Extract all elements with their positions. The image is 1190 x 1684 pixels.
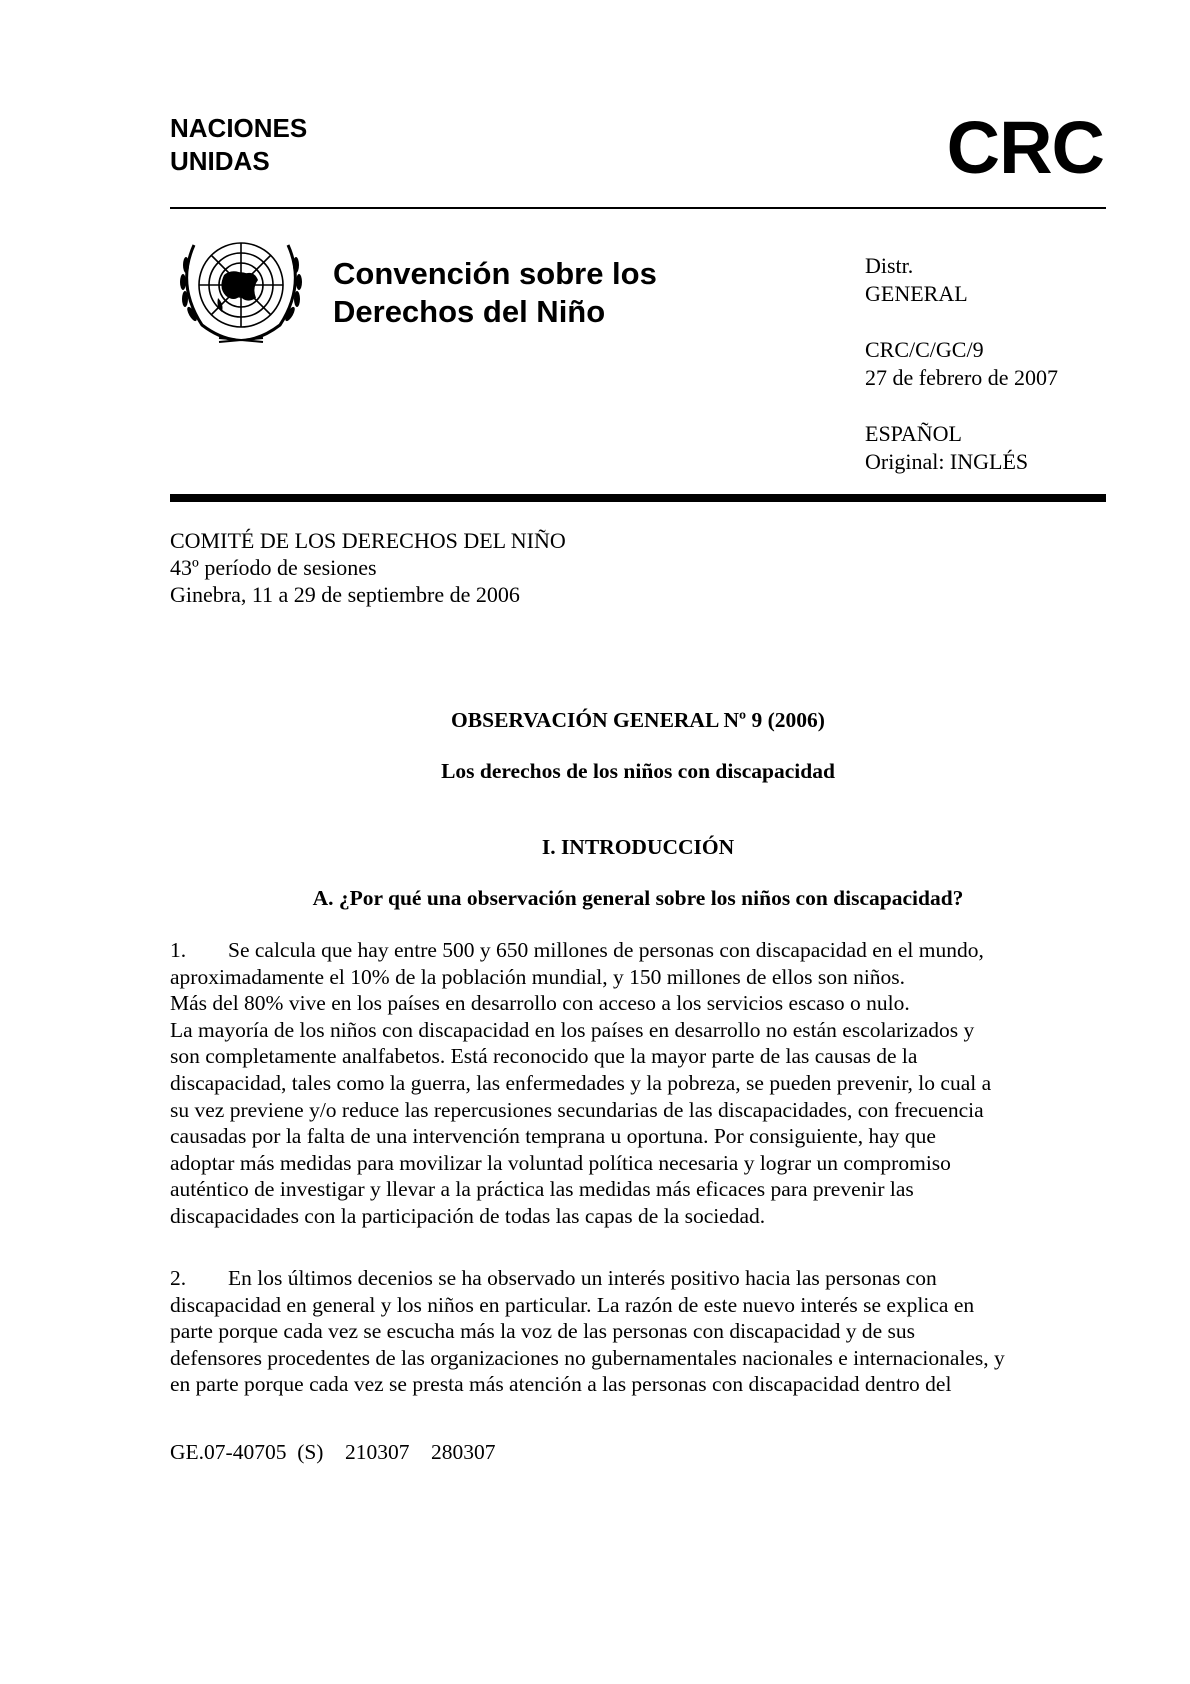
job-number-footer: GE.07-40705 (S) 210307 280307: [170, 1440, 496, 1464]
observation-title: OBSERVACIÓN GENERAL Nº 9 (2006): [451, 708, 825, 732]
paragraph-line: causadas por la falta de una intervención temprana u oportuna. Por consiguiente, hay que: [170, 1124, 936, 1149]
paragraph-line: En los últimos decenios se ha observado un interés positivo hacia las personas con: [228, 1266, 937, 1290]
paragraph-line: discapacidad en general y los niños en particular. La razón de este nuevo interés se explica en: [170, 1292, 975, 1317]
paragraph-line: en parte porque cada vez se presta más atención a las personas con discapacidad dentro del: [170, 1372, 952, 1397]
paragraph-line: son completamente analfabetos. Está reconocido que la mayor parte de las causas de la: [170, 1044, 918, 1069]
section-heading: I. INTRODUCCIÓN: [541, 835, 735, 859]
org-line-2: UNIDAS: [170, 146, 270, 176]
convention-title-line-1: Convención sobre los: [333, 256, 657, 291]
distribution-label: Distr.: [865, 253, 914, 278]
committee-name: COMITÉ DE LOS DERECHOS DEL NIÑO: [170, 528, 566, 553]
header-divider: [170, 207, 1106, 209]
metadata-divider: [170, 494, 1106, 502]
paragraph-line: parte porque cada vez se escucha más la voz de las personas con discapacidad y de sus: [170, 1319, 916, 1344]
document-series-symbol: CRC: [946, 106, 1104, 189]
paragraph-line: defensores procedentes de las organizaciones no gubernamentales nacionales e internacionales, y: [170, 1345, 1005, 1370]
subsection-heading: A. ¿Por qué una observación general sobre los niños con discapacidad?: [312, 886, 964, 910]
committee-session: 43º período de sesiones: [170, 555, 377, 580]
paragraph-line: aproximadamente el 10% de la población mundial, y 150 millones de ellos son niños.: [170, 964, 906, 989]
paragraph-line: La mayoría de los niños con discapacidad en los países en desarrollo no están escolarizados y: [170, 1017, 975, 1042]
paragraph-line: Se calcula que hay entre 500 y 650 millones de personas con discapacidad en el mundo,: [228, 938, 984, 962]
paragraph-line: su vez previene y/o reduce las repercusiones secundarias de las discapacidades, con frecuencia: [170, 1097, 984, 1122]
un-emblem-icon: [174, 230, 308, 348]
org-line-1: NACIONES: [170, 113, 308, 143]
paragraph-number: 1.: [170, 938, 187, 962]
paragraph-line: Más del 80% vive en los países en desarrollo con acceso a los servicios escaso o nulo.: [170, 991, 910, 1016]
paragraph-line: discapacidad, tales como la guerra, las enfermedades y la pobreza, se pueden prevenir, lo cual a: [170, 1070, 992, 1095]
document-date: 27 de febrero de 2007: [865, 365, 1059, 390]
organization-name: [170, 112, 307, 178]
paragraph-1: [170, 937, 1110, 1230]
convention-title: [333, 255, 657, 331]
observation-subtitle: Los derechos de los niños con discapacidad: [441, 759, 835, 783]
document-language: ESPAÑOL: [865, 421, 962, 446]
paragraph-line: discapacidades con la participación de todas las capas de la sociedad.: [170, 1203, 766, 1228]
paragraph-number: 2.: [170, 1266, 187, 1290]
committee-place: Ginebra, 11 a 29 de septiembre de 2006: [170, 582, 520, 607]
distribution-value: GENERAL: [865, 281, 968, 306]
convention-title-line-2: Derechos del Niño: [333, 294, 606, 329]
original-language: Original: INGLÉS: [865, 449, 1029, 474]
paragraph-line: auténtico de investigar y llevar a la práctica las medidas más eficaces para prevenir las: [170, 1177, 914, 1202]
paragraph-2: [170, 1265, 1110, 1398]
document-symbol: CRC/C/GC/9: [865, 337, 984, 362]
document-metadata: [865, 252, 1058, 476]
paragraph-line: adoptar más medidas para movilizar la voluntad política necesaria y lograr un compromiso: [170, 1150, 951, 1175]
committee-info: [170, 527, 566, 608]
